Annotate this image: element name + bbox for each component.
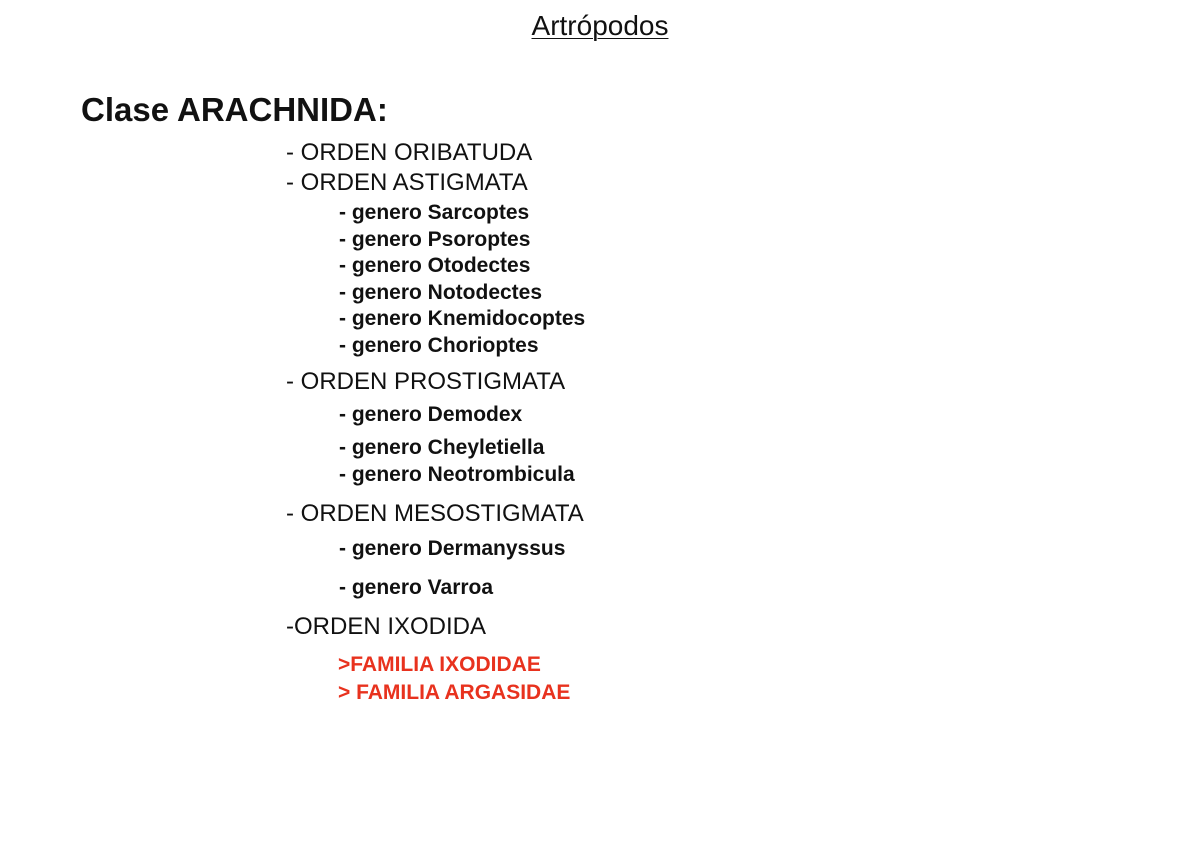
order-prostigmata: - ORDEN PROSTIGMATA — [286, 368, 566, 395]
order-ixodida: -ORDEN IXODIDA — [286, 613, 487, 640]
genus-item: - genero Otodectes — [339, 254, 531, 277]
genus-item: - genero Varroa — [339, 576, 494, 599]
genus-item: - genero Cheyletiella — [339, 436, 545, 459]
family-item: >FAMILIA IXODIDAE — [338, 653, 541, 676]
genus-item: - genero Dermanyssus — [339, 537, 566, 560]
genus-item: - genero Neotrombicula — [339, 463, 575, 486]
genus-item: - genero Notodectes — [339, 281, 543, 304]
order-oribatuda: - ORDEN ORIBATUDA — [286, 139, 533, 166]
family-item: > FAMILIA ARGASIDAE — [338, 681, 571, 704]
genus-item: - genero Chorioptes — [339, 334, 539, 357]
genus-item: - genero Sarcoptes — [339, 201, 530, 224]
order-mesostigmata: - ORDEN MESOSTIGMATA — [286, 500, 584, 527]
page-title: Artrópodos — [531, 10, 669, 41]
order-astigmata: - ORDEN ASTIGMATA — [286, 169, 528, 196]
genus-item: - genero Knemidocoptes — [339, 307, 586, 330]
class-heading: Clase ARACHNIDA: — [81, 91, 388, 128]
genus-item: - genero Demodex — [339, 403, 523, 426]
genus-item: - genero Psoroptes — [339, 228, 531, 251]
